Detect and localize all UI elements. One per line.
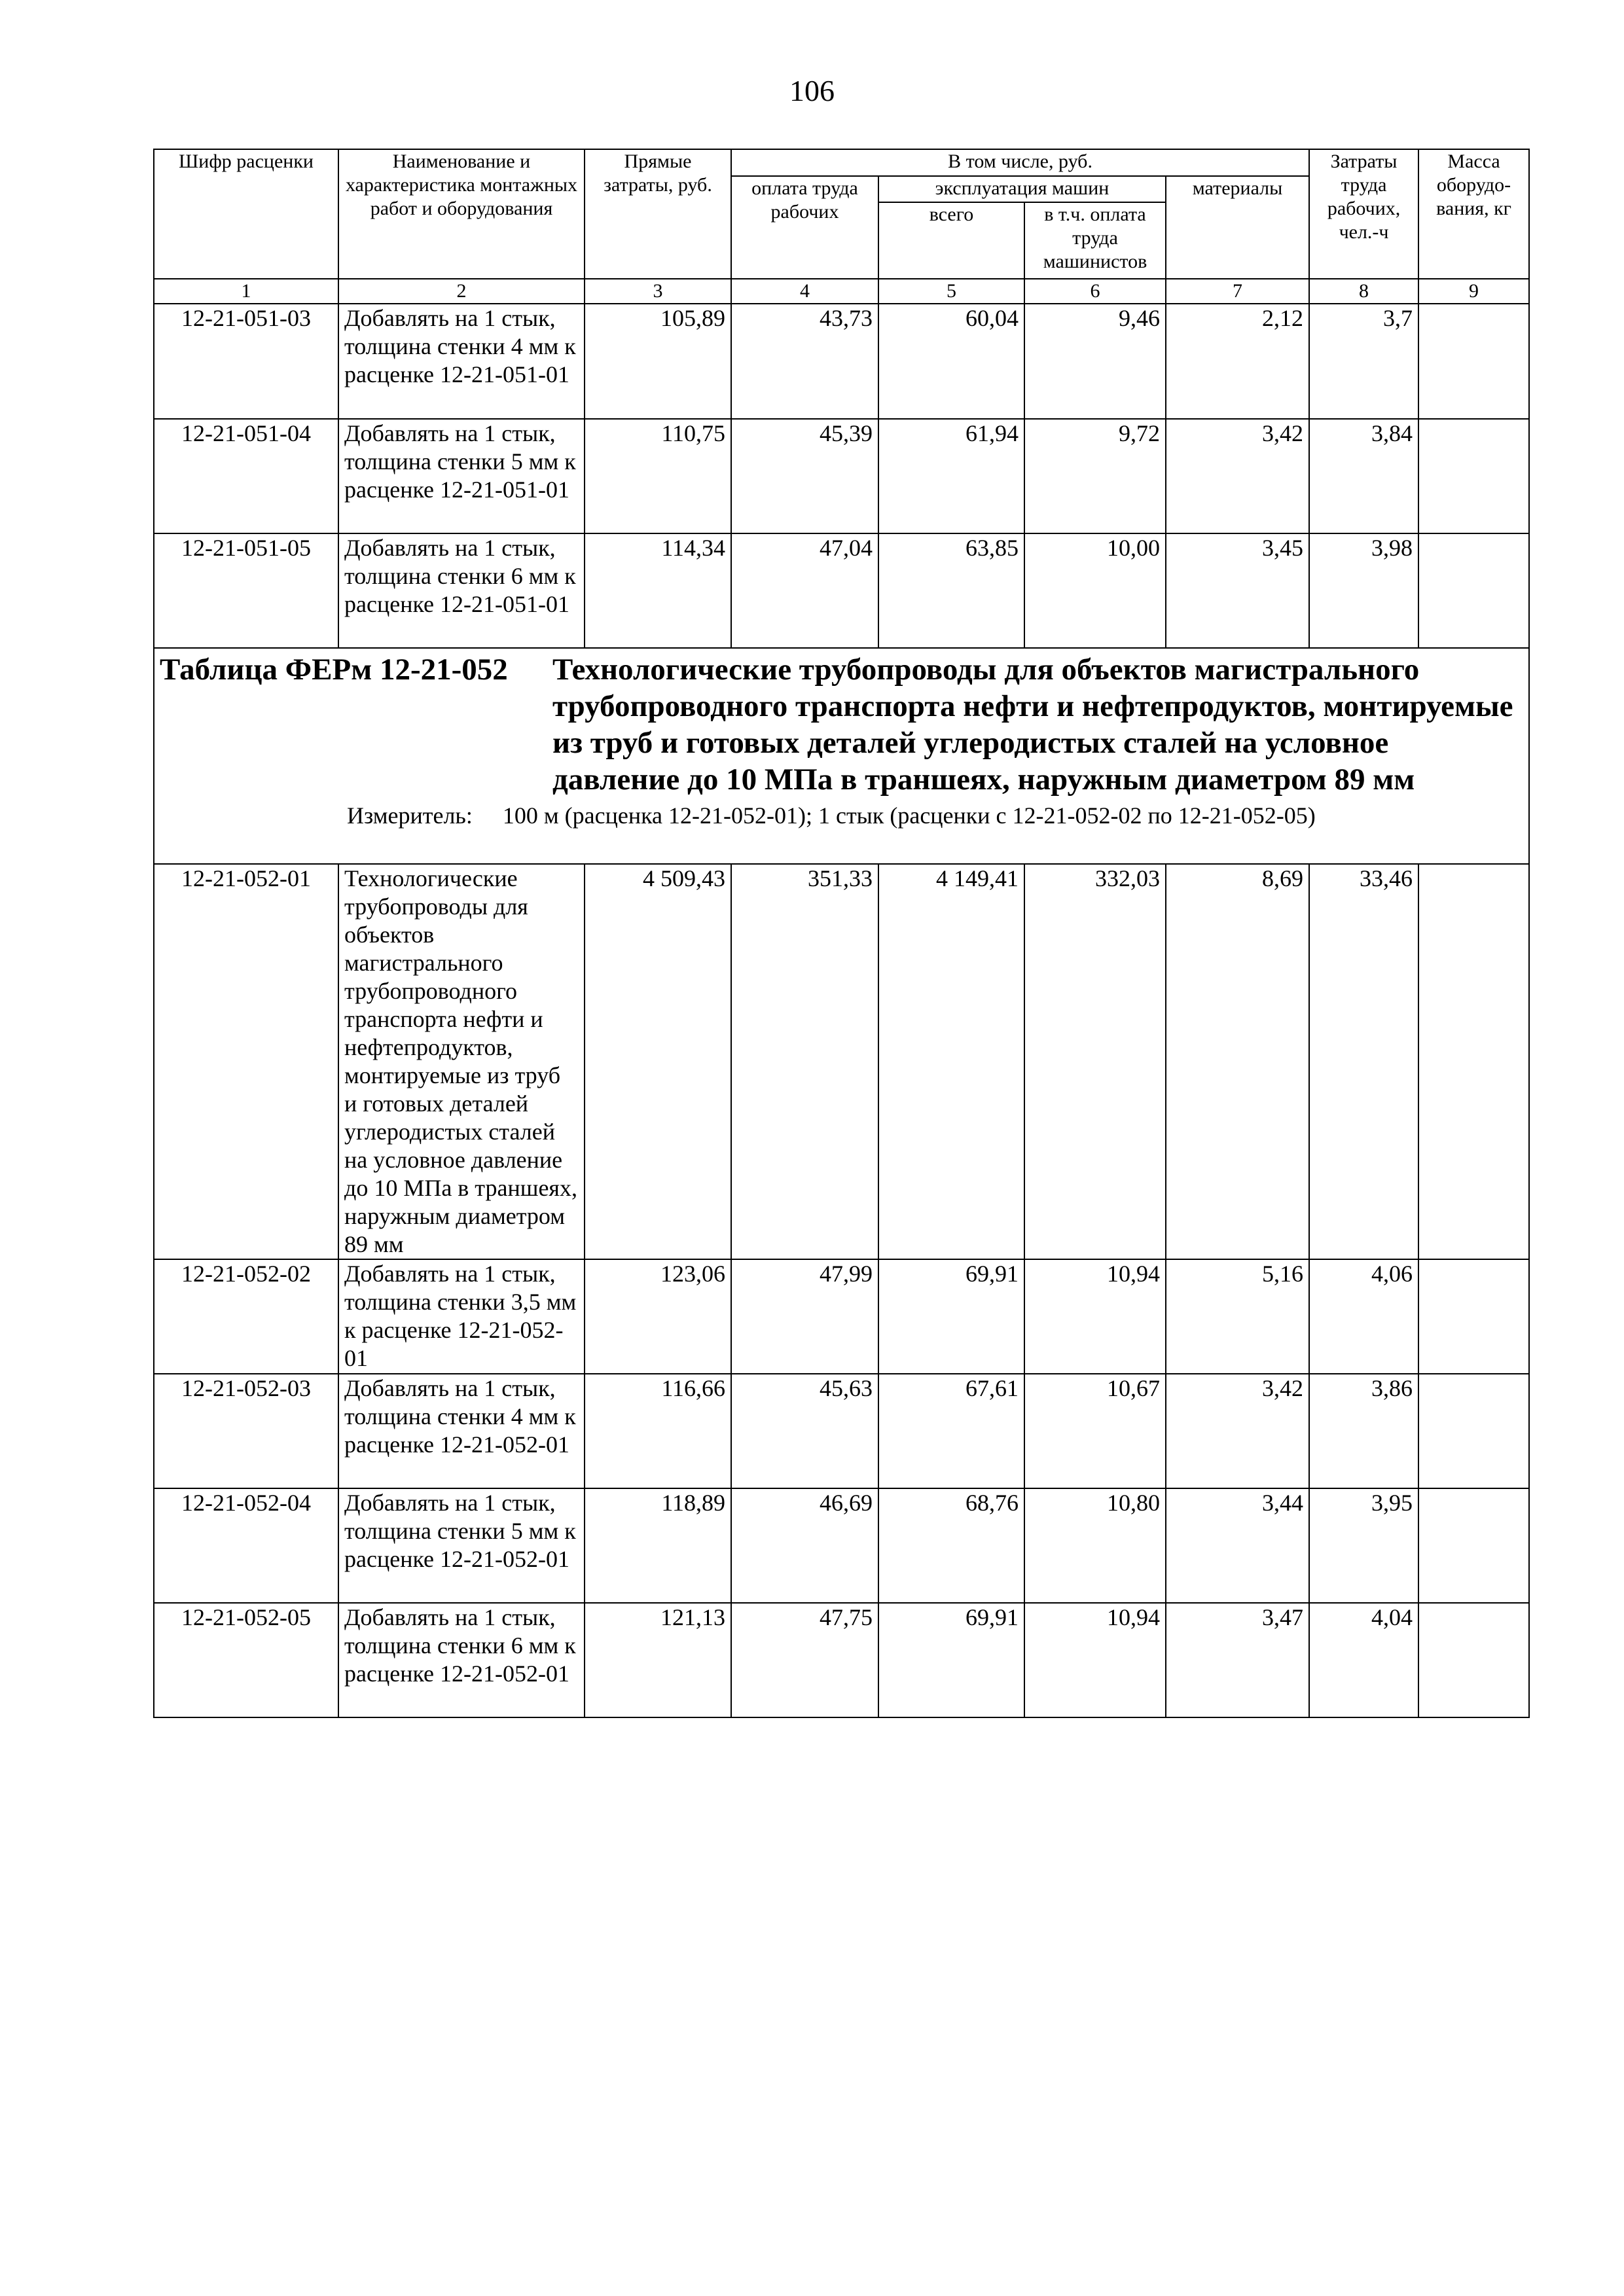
labor-cost: 3,7 bbox=[1309, 304, 1418, 419]
materials: 3,44 bbox=[1166, 1488, 1309, 1603]
machines-labor: 10,67 bbox=[1024, 1374, 1166, 1488]
rates-table bbox=[153, 149, 1530, 1718]
work-name: Добавлять на 1 стык, толщина стенки 4 мм к расценке 12-21-052-01 bbox=[338, 1374, 585, 1488]
header-labor-cost: Затраты труда рабочих, чел.-ч bbox=[1309, 149, 1418, 279]
direct-costs: 121,13 bbox=[585, 1603, 731, 1717]
direct-costs: 4 509,43 bbox=[585, 864, 731, 1259]
direct-costs: 123,06 bbox=[585, 1259, 731, 1374]
equipment-mass bbox=[1418, 533, 1529, 648]
machines-total: 67,61 bbox=[878, 1374, 1024, 1488]
table-row bbox=[154, 1603, 1529, 1717]
table-row bbox=[154, 304, 1529, 419]
work-name: Технологические трубопроводы для объектов магистрального трубопроводного транспорта нефти и нефтепродуктов, монтируемые из труб и готовых деталей углеродистых сталей на условное давление до 10 МПа в траншеях, наружным диаметром 89 мм bbox=[338, 864, 585, 1259]
work-name: Добавлять на 1 стык, толщина стенки 4 мм к расценке 12-21-051-01 bbox=[338, 304, 585, 419]
machines-labor: 9,46 bbox=[1024, 304, 1166, 419]
direct-costs: 118,89 bbox=[585, 1488, 731, 1603]
header-machines-labor: в т.ч. оплата труда машинистов bbox=[1024, 202, 1166, 279]
rate-code: 12-21-051-05 bbox=[154, 533, 338, 648]
labor-cost: 3,95 bbox=[1309, 1488, 1418, 1603]
materials: 3,47 bbox=[1166, 1603, 1309, 1717]
machines-total: 4 149,41 bbox=[878, 864, 1024, 1259]
labor-cost: 3,86 bbox=[1309, 1374, 1418, 1488]
machines-total: 69,91 bbox=[878, 1603, 1024, 1717]
labor-wages: 47,75 bbox=[731, 1603, 878, 1717]
section-header-row bbox=[154, 648, 1529, 864]
header-including: В том числе, руб. bbox=[731, 149, 1309, 176]
work-name: Добавлять на 1 стык, толщина стенки 3,5 мм к расценке 12-21-052-01 bbox=[338, 1259, 585, 1374]
header-machines: эксплуатация машин bbox=[878, 176, 1166, 202]
materials: 3,42 bbox=[1166, 419, 1309, 533]
header-materials: материалы bbox=[1166, 176, 1309, 279]
column-number: 1 bbox=[154, 279, 338, 304]
rate-code: 12-21-052-04 bbox=[154, 1488, 338, 1603]
table-row bbox=[154, 419, 1529, 533]
labor-wages: 45,39 bbox=[731, 419, 878, 533]
rate-code: 12-21-052-02 bbox=[154, 1259, 338, 1374]
equipment-mass bbox=[1418, 1259, 1529, 1374]
labor-wages: 47,99 bbox=[731, 1259, 878, 1374]
machines-labor: 9,72 bbox=[1024, 419, 1166, 533]
machines-labor: 332,03 bbox=[1024, 864, 1166, 1259]
machines-total: 63,85 bbox=[878, 533, 1024, 648]
section-measure bbox=[160, 802, 1523, 829]
measure-value: 100 м (расценка 12-21-052-01); 1 стык (расценки с 12-21-052-02 по 12-21-052-05) bbox=[502, 802, 1316, 829]
materials: 2,12 bbox=[1166, 304, 1309, 419]
header-name: Наименование и характеристика монтажных работ и оборудования bbox=[338, 149, 585, 279]
machines-labor: 10,94 bbox=[1024, 1603, 1166, 1717]
table-header bbox=[154, 149, 1529, 279]
equipment-mass bbox=[1418, 1488, 1529, 1603]
machines-labor: 10,94 bbox=[1024, 1259, 1166, 1374]
labor-wages: 45,63 bbox=[731, 1374, 878, 1488]
page-number: 106 bbox=[789, 74, 835, 107]
materials: 3,42 bbox=[1166, 1374, 1309, 1488]
direct-costs: 116,66 bbox=[585, 1374, 731, 1488]
equipment-mass bbox=[1418, 1603, 1529, 1717]
measure-label: Измеритель: bbox=[347, 802, 473, 829]
materials: 5,16 bbox=[1166, 1259, 1309, 1374]
table-row bbox=[154, 1259, 1529, 1374]
work-name: Добавлять на 1 стык, толщина стенки 6 мм к расценке 12-21-052-01 bbox=[338, 1603, 585, 1717]
labor-wages: 43,73 bbox=[731, 304, 878, 419]
column-number: 5 bbox=[878, 279, 1024, 304]
column-number: 3 bbox=[585, 279, 731, 304]
equipment-mass bbox=[1418, 419, 1529, 533]
machines-total: 61,94 bbox=[878, 419, 1024, 533]
materials: 8,69 bbox=[1166, 864, 1309, 1259]
machines-labor: 10,80 bbox=[1024, 1488, 1166, 1603]
table-row bbox=[154, 533, 1529, 648]
labor-cost: 3,84 bbox=[1309, 419, 1418, 533]
column-number: 2 bbox=[338, 279, 585, 304]
column-number: 6 bbox=[1024, 279, 1166, 304]
direct-costs: 114,34 bbox=[585, 533, 731, 648]
work-name: Добавлять на 1 стык, толщина стенки 5 мм к расценке 12-21-051-01 bbox=[338, 419, 585, 533]
labor-cost: 3,98 bbox=[1309, 533, 1418, 648]
direct-costs: 105,89 bbox=[585, 304, 731, 419]
header-code: Шифр расценки bbox=[154, 149, 338, 279]
machines-total: 68,76 bbox=[878, 1488, 1024, 1603]
machines-labor: 10,00 bbox=[1024, 533, 1166, 648]
labor-cost: 33,46 bbox=[1309, 864, 1418, 1259]
column-number: 9 bbox=[1418, 279, 1529, 304]
column-numbers-row bbox=[154, 279, 1529, 304]
labor-cost: 4,04 bbox=[1309, 1603, 1418, 1717]
labor-cost: 4,06 bbox=[1309, 1259, 1418, 1374]
rate-code: 12-21-052-01 bbox=[154, 864, 338, 1259]
equipment-mass bbox=[1418, 864, 1529, 1259]
rate-code: 12-21-052-03 bbox=[154, 1374, 338, 1488]
labor-wages: 47,04 bbox=[731, 533, 878, 648]
header-machines-total: всего bbox=[878, 202, 1024, 279]
column-number: 4 bbox=[731, 279, 878, 304]
direct-costs: 110,75 bbox=[585, 419, 731, 533]
machines-total: 60,04 bbox=[878, 304, 1024, 419]
header-mass: Масса оборудо-вания, кг bbox=[1418, 149, 1529, 279]
section-header bbox=[154, 648, 1529, 864]
table-row bbox=[154, 1488, 1529, 1603]
header-labor: оплата труда рабочих bbox=[731, 176, 878, 279]
work-name: Добавлять на 1 стык, толщина стенки 5 мм к расценке 12-21-052-01 bbox=[338, 1488, 585, 1603]
rate-code: 12-21-052-05 bbox=[154, 1603, 338, 1717]
table-row bbox=[154, 1374, 1529, 1488]
equipment-mass bbox=[1418, 1374, 1529, 1488]
labor-wages: 46,69 bbox=[731, 1488, 878, 1603]
machines-total: 69,91 bbox=[878, 1259, 1024, 1374]
materials: 3,45 bbox=[1166, 533, 1309, 648]
table-row bbox=[154, 864, 1529, 1259]
labor-wages: 351,33 bbox=[731, 864, 878, 1259]
column-number: 8 bbox=[1309, 279, 1418, 304]
rate-code: 12-21-051-03 bbox=[154, 304, 338, 419]
section-title: Таблица ФЕРм 12-21-052 bbox=[160, 653, 508, 687]
rate-code: 12-21-051-04 bbox=[154, 419, 338, 533]
work-name: Добавлять на 1 стык, толщина стенки 6 мм к расценке 12-21-051-01 bbox=[338, 533, 585, 648]
equipment-mass bbox=[1418, 304, 1529, 419]
section-description: Технологические трубопроводы для объектов магистрального трубопроводного транспорта нефти и нефтепродуктов, монтируемые из труб и готовых деталей углеродистых сталей на условное давление до 10 МПа в траншеях, наружным диаметром 89 мм bbox=[552, 653, 1513, 797]
header-direct-costs: Прямые затраты, руб. bbox=[585, 149, 731, 279]
column-number: 7 bbox=[1166, 279, 1309, 304]
